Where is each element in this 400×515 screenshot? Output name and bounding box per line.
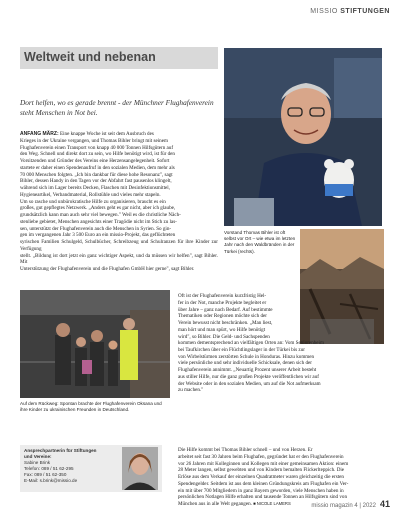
- body-line: stenliebe gebietet, Menschen angesichts einer Tragödie nicht im Stich zu las-: [20, 218, 177, 225]
- body-line: Flughafenverein einen Transport von knapp 40 000 Tonnen Hilfsgütern auf: [20, 144, 174, 151]
- page-title: Weltweit und nebenan: [24, 50, 156, 64]
- magazine-name: missio magazin 4 | 2022: [311, 503, 376, 509]
- body-line: über Jahre – ganz nach Bedarf. Auf bestimmte: [178, 306, 273, 313]
- body-line: arbeitet seit fast 30 Jahren beim Flughafen, gegründet hat er den Flughafenverein: [178, 453, 344, 460]
- caption-photo-1: Vorstand Thomas Bihler ist oft selbst vor Ort – wie etwa im letzten Jahr nach den Waldbränden in der Türkei (rechts).: [224, 230, 296, 254]
- body-line: Um so rasche und unbürokratische Hilfe zu organisieren, braucht es ein: [20, 198, 166, 205]
- contact-email[interactable]: E-Mail: s.brink@missio.de: [24, 478, 78, 483]
- contact-info: [24, 448, 104, 484]
- body-line: Hygieneartikel, Verbandmaterial, Rollstühle und vieles mehr stapeln.: [20, 191, 161, 198]
- body-line: großes, gut gepflegtes Netzwerk. „Anders geht es gar nicht, aber ich glaube,: [20, 205, 176, 212]
- contact-name: Sabine Brink: [24, 460, 51, 465]
- body-line: Oft ist der Flughafenverein kurzfristig Hel-: [178, 293, 267, 299]
- page-number: 41: [379, 499, 390, 509]
- body-line: zu machen.": [178, 387, 204, 394]
- photo-forest-fire: [300, 229, 384, 344]
- body-line: München aus in alle Welt gegangen. ■ NICOLE LAMERS: [178, 501, 291, 507]
- body-line: persönlichen Notlagen Hilfe erhalten und tausende Tonnen an Hilfsgütern sind von: [178, 494, 348, 501]
- body-line: bei Taufkirchen über ein Flüchtlingslager in der Türkei bis zur: [178, 346, 305, 353]
- section-label: MISSIO STIFTUNGEN: [310, 8, 390, 15]
- body-line: 70 000 Menschen folgten. „Ich bin dankbar für diese hohe Resonanz", sagt: [20, 171, 173, 178]
- body-line: 28 Meter langen, selbst gewebten und von Kindern bemalten Flickerlteppich. Die: [178, 467, 345, 474]
- contact-photo: [122, 447, 158, 490]
- body-line: grundsätzlich kann man auch sehr viel bewegen." Weil es die christliche Näch-: [20, 212, 181, 218]
- body-line: Erlöse aus dem Verkauf der einzelnen Quadratmeter waren gleichzeitig die ersten: [178, 474, 344, 480]
- body-line: während sich im Lager bereits Decken, Flaschen mit Desinfektionsmittel,: [20, 185, 170, 191]
- body-line: ein mit über 700 Mitgliedern in ganz Bayern geworden, viele Menschen haben in: [178, 487, 344, 494]
- body-line: gen im vergangenen Jahr 3 500 Euro an ein missio-Projekt, das geflüchteten: [20, 232, 176, 239]
- body-line: Verein bewusst nicht beschränken. „Man liest,: [178, 320, 273, 326]
- body-line: fer in der Not, manche Projekte begleitet er: [178, 299, 267, 306]
- contact-phone: Telefon: 089 / 51 62-295: [24, 466, 74, 471]
- body-line: Spendengelder. Seitdem ist aus dem kleinen Gründungskreis am Flughafen ein Ver-: [178, 480, 349, 487]
- author-credit: ■ NICOLE LAMERS: [251, 501, 291, 506]
- body-line: syrischen Familien Schulgeld, Schulbücher, Schreibzeug und Schulranzen für ihre Kinder zur Verfügung: [20, 239, 218, 252]
- body-line: viele persönliche und sehr individuelle Schicksale, denen sich der: [178, 360, 312, 367]
- photo-family-station: [20, 290, 170, 398]
- body-column-1: [20, 131, 218, 273]
- body-column-2-wide: [178, 340, 384, 394]
- body-line: Krieges in der Ukraine vergangen, und Thomas Bihler bringt mit seinem: [20, 137, 168, 144]
- photo-thomas-bihler: [224, 48, 382, 226]
- body-line: von Wirbelstürmen zerstörten Schule in Honduras. Hinzu kommen: [178, 353, 315, 360]
- caption-photo-3: Auf dem Rückweg: Spontan brachte der Flughafenverein Oksana und ihre Kinder zu ukrainischen Freunden in Deutschland.: [20, 401, 162, 413]
- body-line: Die Hilfe kommt bei Thomas Bihler schnell – und von Herzen. Er: [178, 447, 313, 453]
- body-line: kommen dementsprechend an vielfältigen Orten an: Vom Seniorenheim: [178, 340, 324, 346]
- contact-heading: Ansprechpartnerin für Stiftungen und Vereine:: [24, 448, 97, 459]
- body-line: den Weg. Schnell und direkt dort zu sein, wo Hilfe benötigt wird, ist für den: [20, 151, 175, 158]
- body-line: Thematiken oder Regionen möchte sich der: [178, 313, 267, 320]
- body-line: Vorsitzenden und Gründer des Vereins eine Herzensangelegenheit. Sofort: [20, 158, 170, 164]
- body-line: aus stiller Hilfe, nur die ganz großen Projekte veröffentlichen wir auf: [178, 373, 319, 380]
- body-line: der Website oder in den sozialen Medien, um auf die Not aufmerksam: [178, 380, 321, 387]
- lede: Dort helfen, wo es gerade brennt - der Münchner Flughafenverein steht Menschen in Not bei.: [20, 98, 214, 117]
- body-line: wird", so Bihler. Die Geld- und Sachspenden: [178, 333, 270, 340]
- body-line: vor 26 Jahren mit Kolleginnen und Kollegen mit einer gemeinsamen Aktion: einem: [178, 460, 349, 467]
- lead-in: ANFANG MÄRZ:: [20, 131, 60, 137]
- body-line: Bihler, dessen Handy in den Tagen vor der Abfahrt fast pausenlos klingelt,: [20, 178, 172, 185]
- body-column-2: [178, 293, 296, 340]
- body-line: sen, unterstützt der Flughafenverein auch die Menschen in Syrien. So gin-: [20, 225, 172, 232]
- body-line: man hört und man spürt, wo Hilfe benötigt: [178, 326, 266, 333]
- body-line: ANFANG MÄRZ: Eine knappe Woche ist seit dem Ausbruch des: [20, 131, 154, 137]
- page-footer: [311, 499, 390, 509]
- body-line: Unterstützung der Flughafenverein und die Flughafen GmbH hier gerne", sagt Bihler.: [20, 266, 195, 272]
- body-line: startete er daher einen Spendenaufruf in den sozialen Medien, dem mehr als: [20, 164, 175, 171]
- contact-fax: Fax: 089 / 51 62-350: [24, 472, 67, 477]
- body-line: stellt. „Bildung ist dort jetzt ein ganz wichtiger Aspekt, und da müssen wir helfen", sagt Bihler. Mit: [20, 252, 218, 266]
- body-line: Flughafenverein annimmt. „Neuartig Prozent unserer Arbeit besteht: [178, 367, 317, 373]
